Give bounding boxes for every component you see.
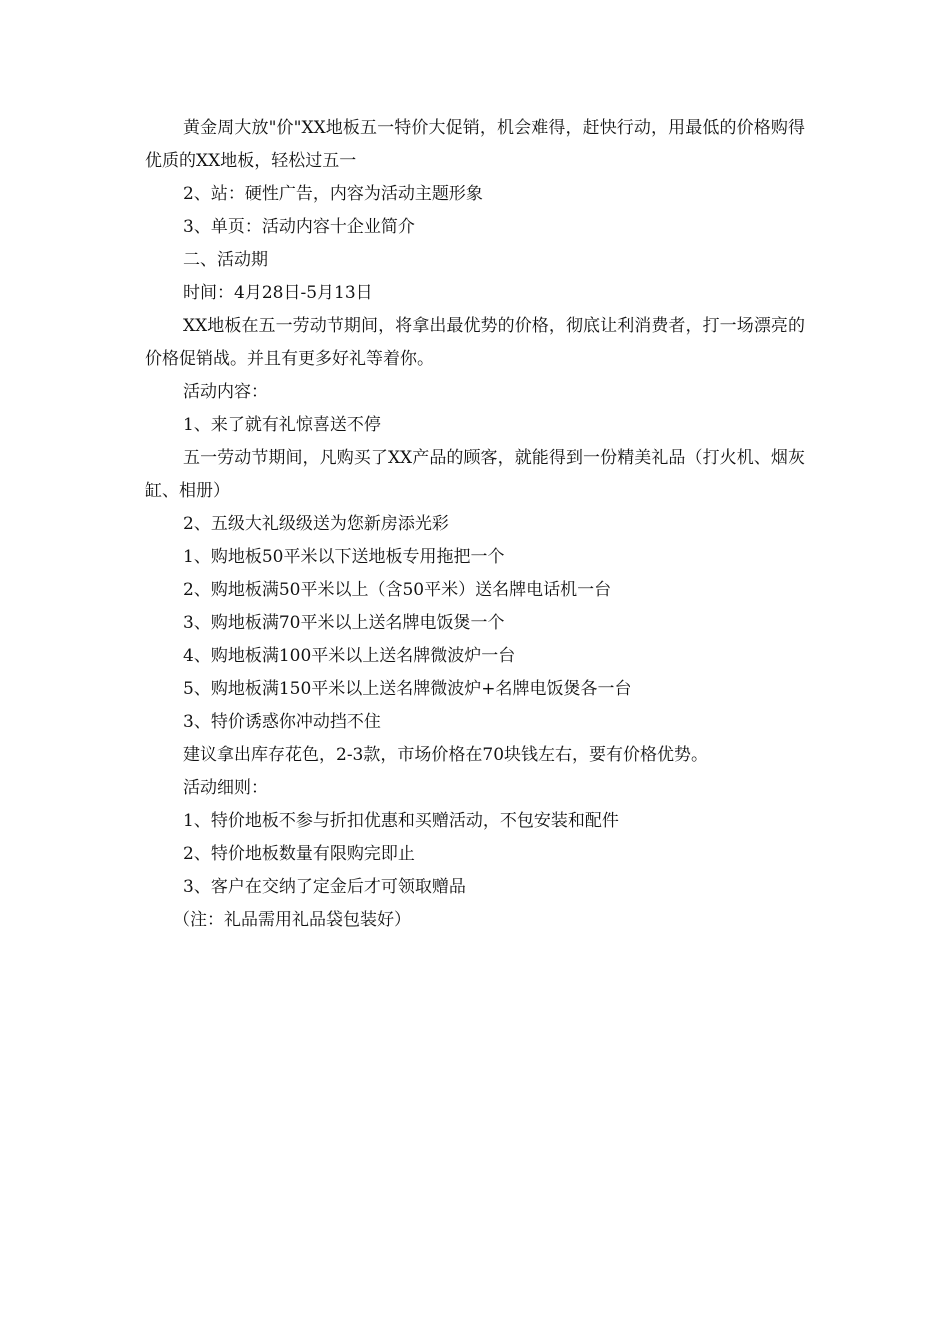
list-item-tier-3: 3、购地板满70平米以上送名牌电饭煲一个 (183, 613, 505, 633)
heading-activity-rules: 活动细则： (183, 778, 268, 798)
list-item-tier-4: 4、购地板满100平米以上送名牌微波炉一台 (183, 646, 516, 666)
paragraph-time: 时间：4月28日-5月13日 (183, 283, 373, 303)
list-item-tier-5: 5、购地板满150平米以上送名牌微波炉+名牌电饭煲各一台 (183, 679, 632, 699)
paragraph-intro: XX地板在五一劳动节期间，将拿出最优势的价格，彻底让利消费者，打一场漂亮的价格促销战。并且有更多好礼等着你。 (145, 316, 805, 369)
document-body (145, 112, 805, 937)
list-item-tier-2: 2、购地板满50平米以上（含50平米）送名牌电话机一台 (183, 580, 612, 600)
list-item-rule-3: 3、客户在交纳了定金后才可领取赠品 (183, 877, 466, 897)
paragraph-gift-item-2: 2、五级大礼级级送为您新房添光彩 (183, 514, 449, 534)
list-item-tier-1: 1、购地板50平米以下送地板专用拖把一个 (183, 547, 505, 567)
heading-activity-content: 活动内容： (183, 382, 268, 402)
paragraph-gift-description: 五一劳动节期间，凡购买了XX产品的顾客，就能得到一份精美礼品（打火机、烟灰缸、相册） (145, 448, 805, 501)
paragraph-flyer: 3、单页：活动内容十企业简介 (183, 217, 415, 237)
paragraph-note: （注：礼品需用礼品袋包装好） (173, 910, 411, 930)
section-heading-activity-period: 二、活动期 (183, 250, 268, 270)
paragraph-gift-item-1: 1、来了就有礼惊喜送不停 (183, 415, 381, 435)
paragraph-gift-item-3: 3、特价诱惑你冲动挡不住 (183, 712, 381, 732)
paragraph-site-ad: 2、站：硬性广告，内容为活动主题形象 (183, 184, 483, 204)
paragraph-headline: 黄金周大放"价"XX地板五一特价大促销，机会难得，赶快行动，用最低的价格购得优质的XX地板，轻松过五一 (145, 118, 805, 171)
list-item-rule-1: 1、特价地板不参与折扣优惠和买赠活动，不包安装和配件 (183, 811, 619, 831)
paragraph-suggestion: 建议拿出库存花色，2-3款，市场价格在70块钱左右，要有价格优势。 (183, 745, 709, 765)
list-item-rule-2: 2、特价地板数量有限购完即止 (183, 844, 415, 864)
